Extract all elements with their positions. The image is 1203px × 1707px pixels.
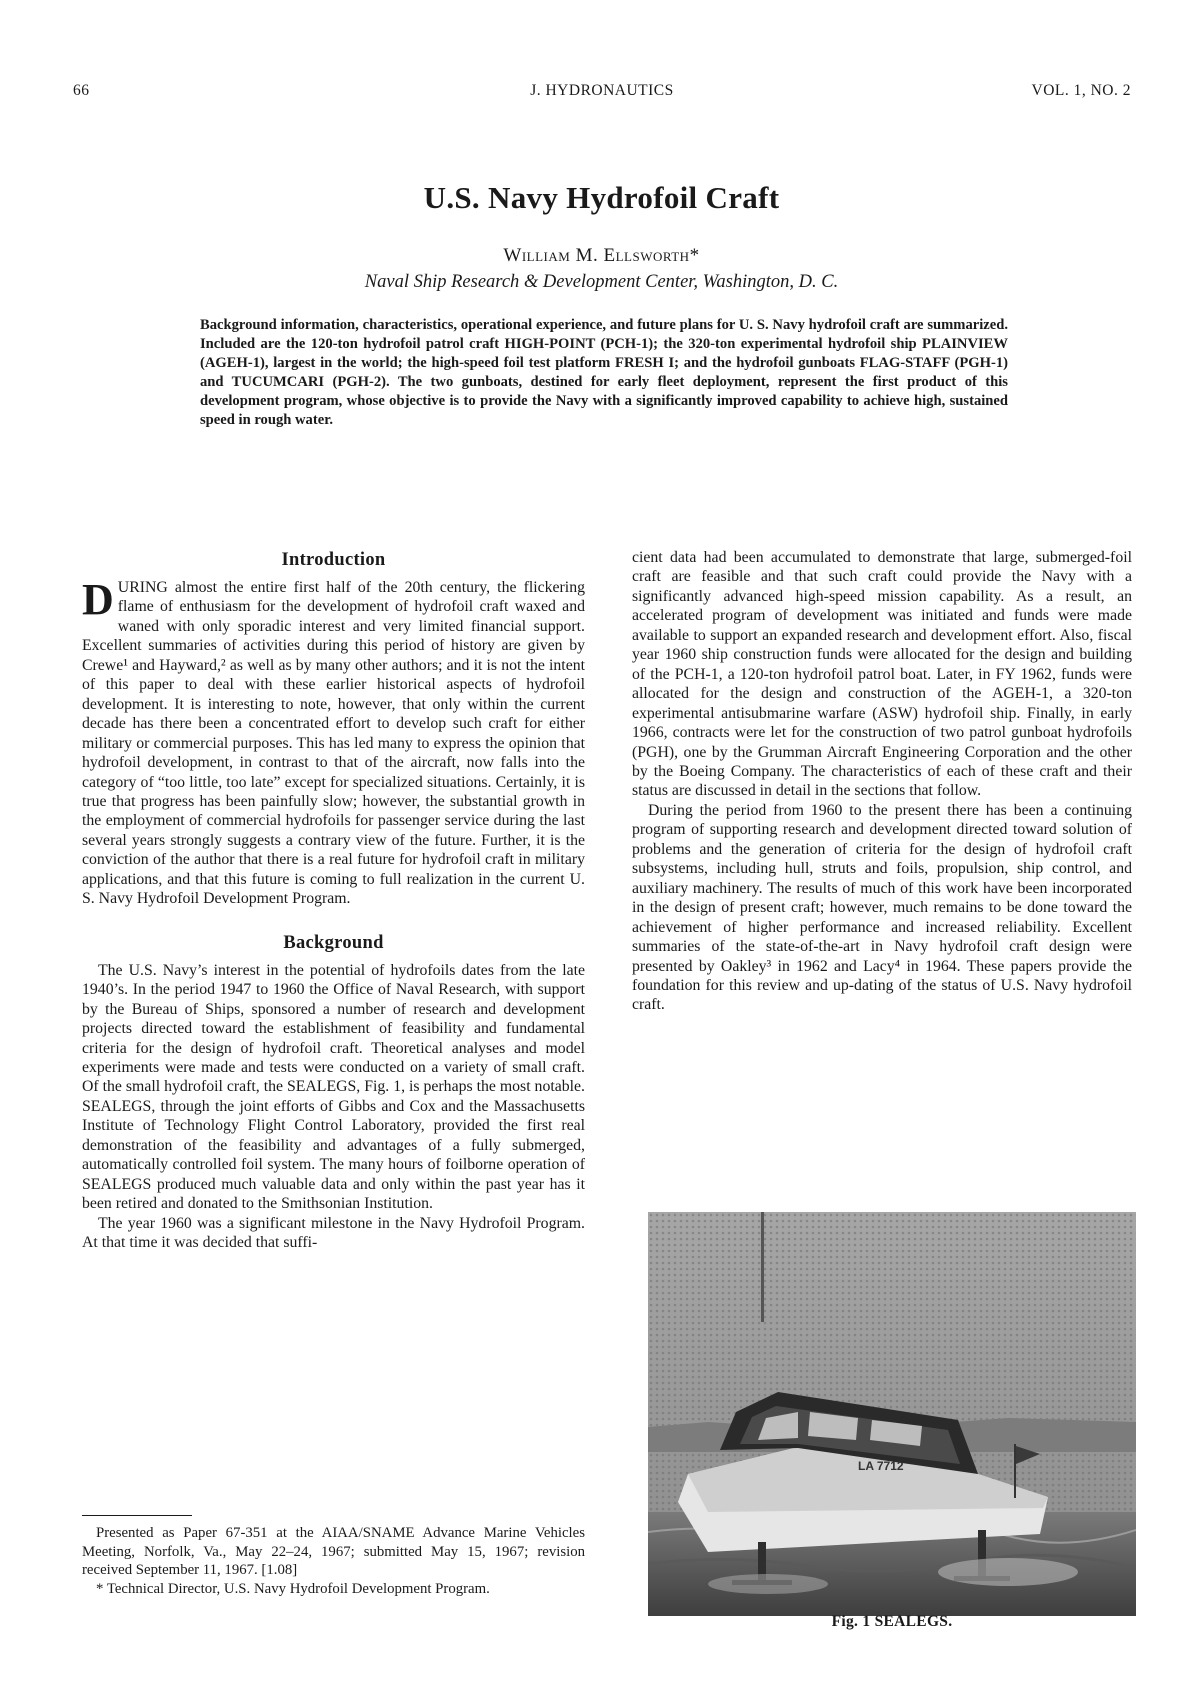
background-paragraph-3: During the period from 1960 to the present there has been a continuing program of supporting research and development directed toward solution of problems and the generation of criteria for the design of hydrofoil craft subsystems, including hull, struts and foils, propulsion, ship control, and auxiliary machinery. The results of much of this work have been incorporated in the design of present craft; however, much remains to be done toward the achievement of higher performance and increased reliability. Excellent summaries of the state-of-the-art in Navy hydrofoil craft design were presented by Oakley³ in 1962 and Lacy⁴ in 1964. These papers provide the foundation for this review and up-dating of the status of U.S. Navy hydrofoil craft. [632,801,1132,1014]
introduction-text: URING almost the entire first half of the 20th century, the flickering flame of enthusiasm for the development of hydrofoil craft waxed and waned with only sporadic interest and very limited financial support. Excellent summaries of activities during this period of history are given by Crewe¹ and Hayward,² as well as by many other authors; and it is not the intent of this paper to deal with these earlier historical aspects of hydrofoil development. It is interesting to note, however, that only within the current decade has there been a concentrated effort to develop such craft for either military or commercial purposes. This has led many to express the opinion that hydrofoil development, in contrast to that of the aircraft, now falls into the category of “too little, too late” except for specialized situations. Certainly, it is true that progress has been painfully slow; however, the substantial growth in the employment of commercial hydrofoils for passenger service during the last several years strongly suggests a contrary view of the future. Further, it is the conviction of the author that there is a real future for hydrofoil craft in military applications, and that this future is coming to full realization in the current U. S. Navy Hydrofoil Development Program. [82,579,585,908]
figure-caption: Fig. 1 SEALEGS. [831,1613,953,1630]
author-affiliation: Naval Ship Research & Development Center, Washington, D. C. [364,272,839,292]
left-column [82,548,585,1253]
background-paragraph-2-continued: cient data had been accumulated to demonstrate that large, submerged-foil craft are feasible and that such craft could provide the Navy with a significantly advanced high-speed mission capability. As a result, an accelerated program of development was initiated and funds were made available to support an expanded research and development effort. Also, fiscal year 1960 ship construction funds were allocated for the design and building of the PCH-1, a 120-ton hydrofoil patrol boat. Later, in FY 1962, funds were allocated for the design and construction of the AGEH-1, a 320-ton experimental antisubmarine warfare (ASW) hydrofoil ship. Finally, in early 1966, contracts were let for the construction of two patrol gunboat hydrofoils (PGH), one by the Grumman Aircraft Engineering Corporation and the other by the Boeing Company. The characteristics of each of these craft and their status are discussed in detail in the sections that follow. [632,549,1132,800]
page-number: 66 [73,82,90,99]
right-column [632,548,1132,1015]
author-name: William M. Ellsworth* [503,245,700,266]
background-paragraph-1: The U.S. Navy’s interest in the potential of hydrofoils dates from the late 1940’s. In the period 1947 to 1960 the Office of Naval Research, with support by the Bureau of Ships, sponsored a number of research and development projects directed toward the establishment of feasibility and fundamental criteria for the design of hydrofoil craft. Theoretical analyses and model experiments were made and tests were conducted on a variety of small craft. Of the small hydrofoil craft, the SEALEGS, Fig. 1, is perhaps the most notable. SEALEGS, through the joint efforts of Gibbs and Cox and the Massachusetts Institute of Technology Flight Control Laboratory, provided the first real demonstration of the feasibility and advantages of a fully submerged, automatically controlled foil system. The many hours of foilborne operation of SEALEGS produced much valuable data and only within the past year has it been retired and donated to the Smithsonian Institution. [82,961,585,1213]
footnote-rule [82,1515,192,1516]
background-paragraph-2-start: The year 1960 was a significant milestone in the Navy Hydrofoil Program. At that time it was decided that suffi- [82,1214,585,1252]
running-head [73,82,1131,104]
sealegs-photo-illustration [648,1212,1136,1616]
volume-issue: VOL. 1, NO. 2 [1031,82,1131,99]
footnotes [82,1515,585,1598]
paper-title: U.S. Navy Hydrofoil Craft [423,180,780,215]
abstract: Background information, characteristics, operational experience, and future plans for U. S. Navy hydrofoil craft are summarized. Included are the 120-ton hydrofoil patrol craft HIGH-POINT (PCH-1); the 320-ton experimental hydrofoil ship PLAINVIEW (AGEH-1), largest in the world; the high-speed foil test platform FRESH I; and the hydrofoil gunboats FLAG-STAFF (PGH-1) and TUCUMCARI (PGH-2). The two gunboats, destined for early fleet deployment, represent the first product of this development program, whose objective is to provide the Navy with a significantly improved capability to achieve high, sustained speed in rough water. [200,317,1008,429]
introduction-paragraph [82,575,585,909]
section-heading-background: Background [283,932,384,953]
figure-sealegs-photo [648,1212,1136,1616]
journal-name: J. HYDRONAUTICS [530,82,674,99]
section-heading-introduction: Introduction [281,550,386,570]
drop-cap: D [82,575,114,624]
footnote-presented: Presented as Paper 67-351 at the AIAA/SNAME Advance Marine Vehicles Meeting, Norfolk, Va., May 22–24, 1967; submitted May 15, 1967; revision received September 11, 1967. [1.08] [82,1525,585,1579]
footnote-author: * Technical Director, U.S. Navy Hydrofoil Development Program. [96,1580,490,1597]
hull-marking: LA 7712 [858,1459,904,1473]
